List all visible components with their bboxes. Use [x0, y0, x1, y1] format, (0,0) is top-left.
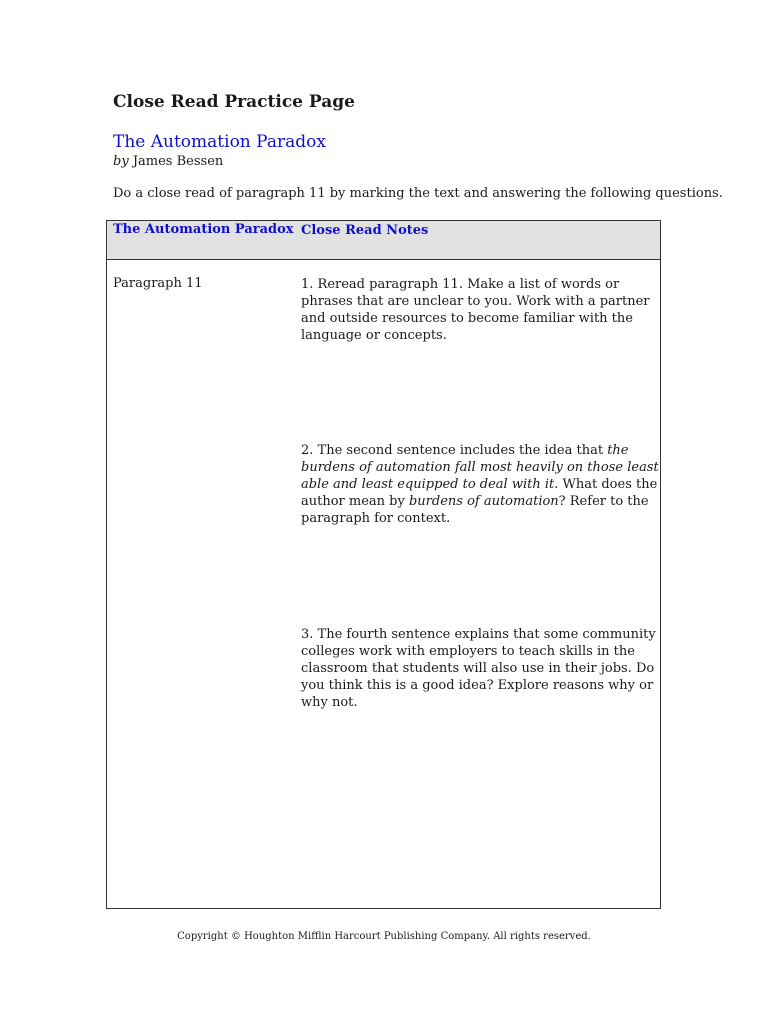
row-label-paragraph: Paragraph 11 — [113, 276, 203, 291]
question-2-text-c: ? Refer to the paragraph for context. — [301, 494, 649, 526]
table-header-row — [107, 221, 660, 260]
document-title: The Automation Paradox — [113, 132, 326, 152]
question-2-quote: the burdens of automation fall most heavily on those least able and least equipped to deal with it. — [301, 443, 659, 492]
close-read-table — [106, 220, 661, 909]
byline — [113, 154, 223, 169]
copyright-footer: Copyright © Houghton Mifflin Harcourt Publishing Company. All rights reserved. — [177, 931, 591, 942]
column-header-notes: Close Read Notes — [301, 223, 429, 238]
question-2-term: burdens of automation — [408, 494, 559, 509]
column-header-source: The Automation Paradox — [113, 222, 294, 237]
question-1: 1. Reread paragraph 11. Make a list of words or phrases that are unclear to you. Work with a partner and outside resources to become familiar with the language or concepts. — [301, 277, 650, 343]
instructions: Do a close read of paragraph 11 by marking the text and answering the following questions. — [113, 186, 723, 201]
byline-author: James Bessen — [132, 154, 224, 169]
question-2 — [301, 442, 661, 527]
question-2-text-b: What does the author mean by — [301, 477, 658, 509]
question-2-text-a: 2. The second sentence includes the idea that — [301, 443, 608, 458]
page-heading: Close Read Practice Page — [113, 92, 355, 112]
question-3: 3. The fourth sentence explains that some community colleges work with employers to teach skills in the classroom that students will also use in their jobs. Do you think this is a good idea? Explore reasons why or why not. — [301, 627, 656, 710]
byline-prefix: by — [113, 154, 129, 169]
